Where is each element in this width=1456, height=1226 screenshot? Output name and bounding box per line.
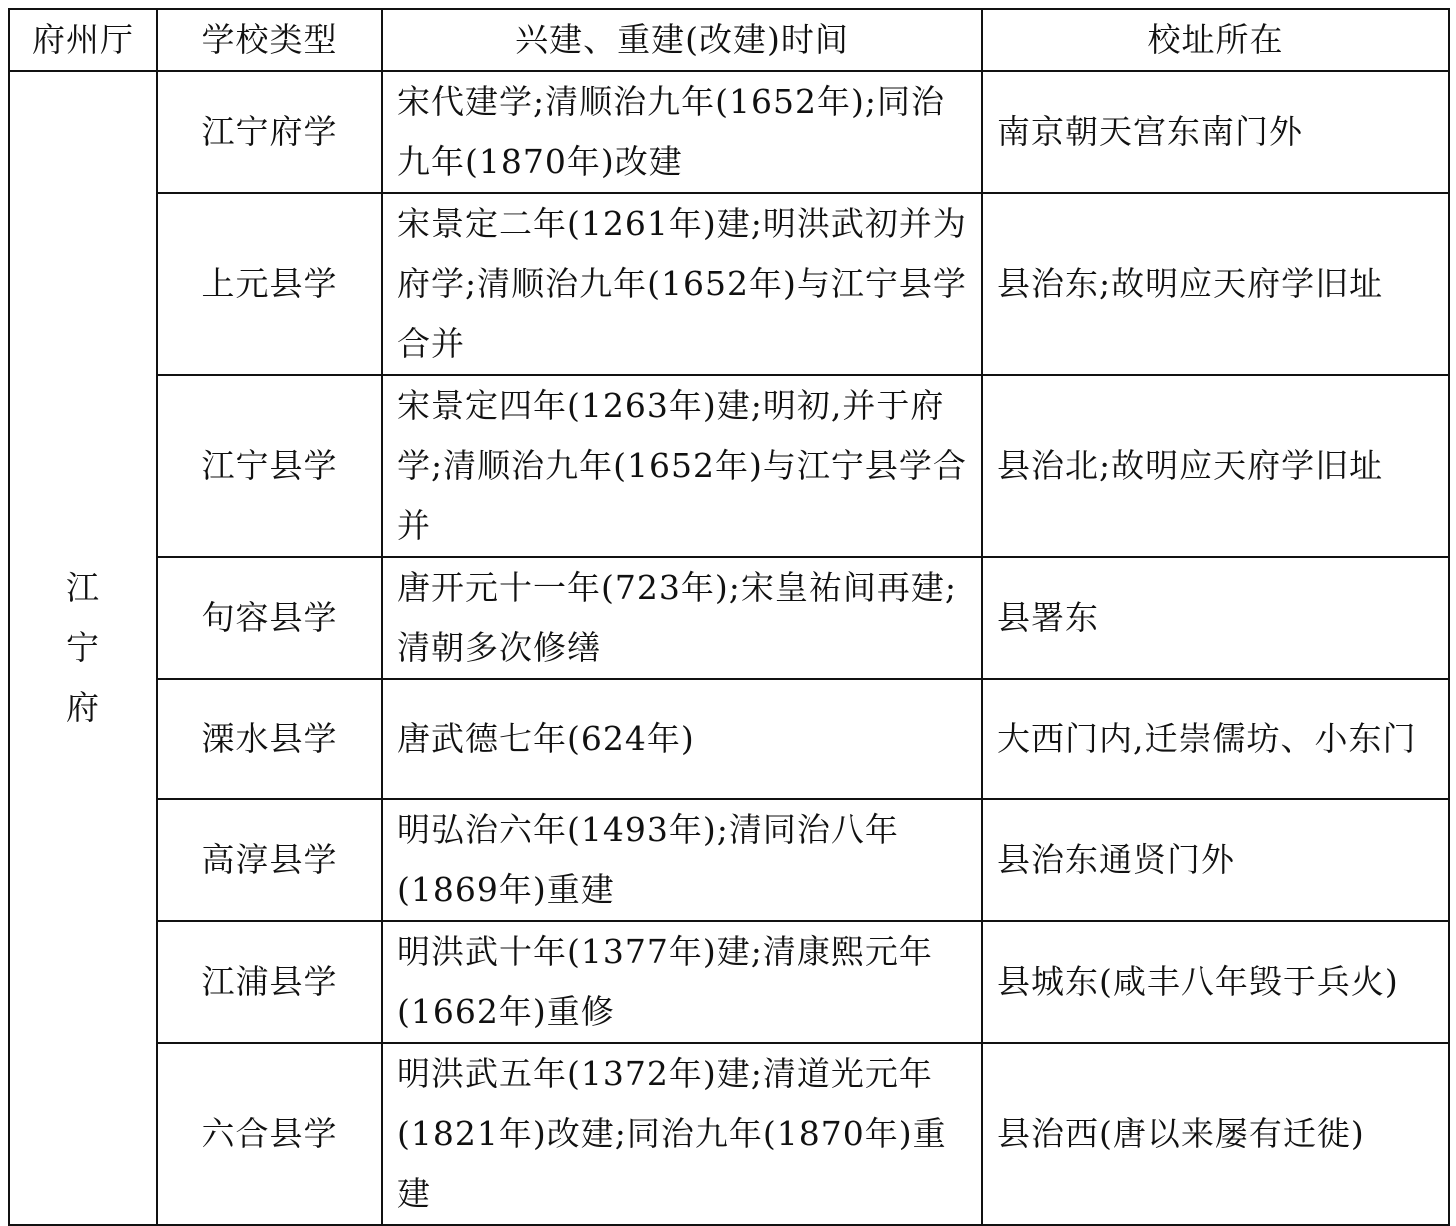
address-cell: 县城东(咸丰八年毁于兵火) [982, 921, 1449, 1043]
school-type-cell: 上元县学 [157, 193, 382, 375]
address-cell: 南京朝天宫东南门外 [982, 71, 1449, 193]
table-row [9, 1043, 1449, 1225]
address-cell: 县治东;故明应天府学旧址 [982, 193, 1449, 375]
school-type-cell: 江浦县学 [157, 921, 382, 1043]
build-time-cell: 唐武德七年(624年) [382, 679, 982, 799]
build-time-cell: 明洪武十年(1377年)建;清康熙元年(1662年)重修 [382, 921, 982, 1043]
header-school-type: 学校类型 [157, 9, 382, 71]
build-time-cell: 宋景定二年(1261年)建;明洪武初并为府学;清顺治九年(1652年)与江宁县学合并 [382, 193, 982, 375]
address-cell: 县治西(唐以来屡有迁徙) [982, 1043, 1449, 1225]
school-type-cell: 江宁县学 [157, 375, 382, 557]
header-row [9, 9, 1449, 71]
prefecture-name: 江宁府 [66, 568, 100, 727]
school-type-cell: 高淳县学 [157, 799, 382, 921]
school-type-cell: 六合县学 [157, 1043, 382, 1225]
table-row [9, 375, 1449, 557]
table-row [9, 557, 1449, 679]
address-cell: 大西门内,迁崇儒坊、小东门 [982, 679, 1449, 799]
table-row [9, 71, 1449, 193]
build-time-cell: 宋代建学;清顺治九年(1652年);同治九年(1870年)改建 [382, 71, 982, 193]
address-cell: 县治东通贤门外 [982, 799, 1449, 921]
school-type-cell: 句容县学 [157, 557, 382, 679]
header-build-time: 兴建、重建(改建)时间 [382, 9, 982, 71]
prefecture-cell [9, 71, 157, 1225]
school-type-cell: 溧水县学 [157, 679, 382, 799]
header-address: 校址所在 [982, 9, 1449, 71]
table-row [9, 921, 1449, 1043]
school-type-cell: 江宁府学 [157, 71, 382, 193]
address-cell: 县署东 [982, 557, 1449, 679]
build-time-cell: 明洪武五年(1372年)建;清道光元年(1821年)改建;同治九年(1870年)重建 [382, 1043, 982, 1225]
header-prefecture: 府州厅 [9, 9, 157, 71]
table-row [9, 679, 1449, 799]
build-time-cell: 宋景定四年(1263年)建;明初,并于府学;清顺治九年(1652年)与江宁县学合并 [382, 375, 982, 557]
schools-table [8, 8, 1450, 1226]
address-cell: 县治北;故明应天府学旧址 [982, 375, 1449, 557]
build-time-cell: 唐开元十一年(723年);宋皇祐间再建;清朝多次修缮 [382, 557, 982, 679]
table-row [9, 193, 1449, 375]
table-row [9, 799, 1449, 921]
build-time-cell: 明弘治六年(1493年);清同治八年(1869年)重建 [382, 799, 982, 921]
